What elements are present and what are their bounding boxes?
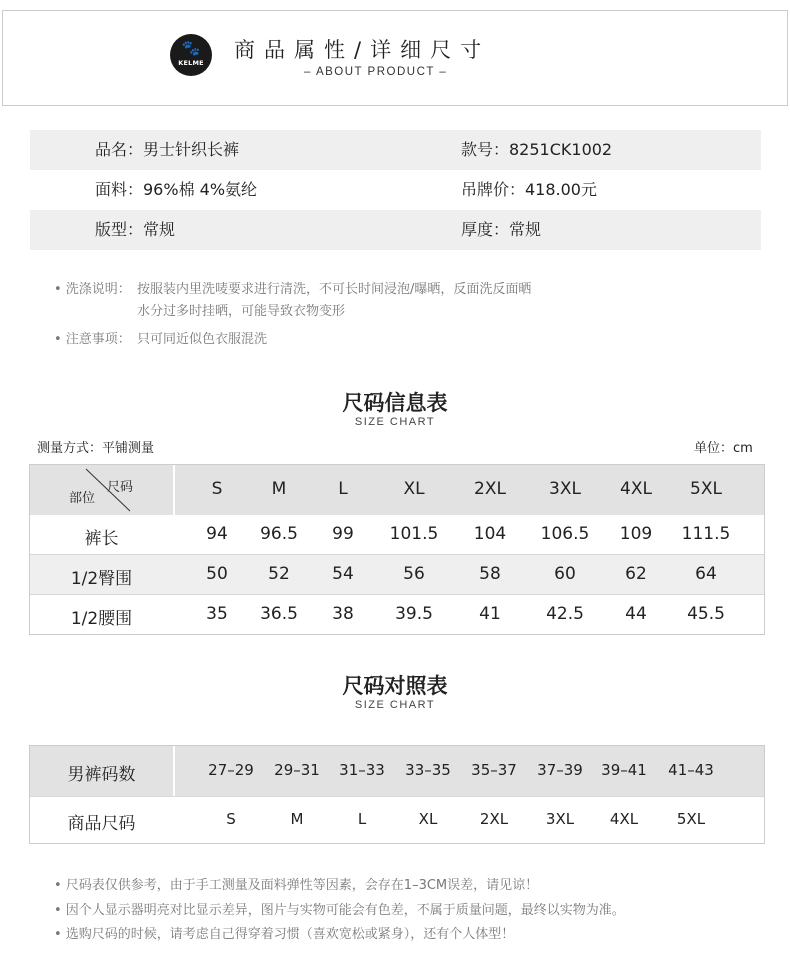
table-cell: 27–29 bbox=[208, 761, 254, 779]
table-cell: 58 bbox=[479, 564, 501, 584]
attribute-thickness: 厚度：常规 bbox=[461, 220, 542, 239]
diagonal-divider bbox=[30, 465, 175, 515]
table-cell: 44 bbox=[625, 604, 647, 624]
page-subtitle: – ABOUT PRODUCT – bbox=[304, 66, 448, 78]
size-header-s: S bbox=[211, 479, 223, 499]
kelme-logo bbox=[170, 34, 212, 76]
table-cell: 41–43 bbox=[668, 761, 714, 779]
attribute-fit: 版型：常规 bbox=[95, 220, 176, 239]
table-cell: 29–31 bbox=[274, 761, 320, 779]
table-cell: 106.5 bbox=[540, 524, 590, 544]
attribute-row bbox=[30, 170, 761, 210]
attribute-row bbox=[30, 130, 761, 170]
size-info-table bbox=[29, 464, 765, 635]
column-divider bbox=[173, 465, 175, 515]
table-cell: 36.5 bbox=[260, 604, 298, 624]
row-label-hip: 1/2臀围 bbox=[70, 569, 133, 589]
size-header-xl: XL bbox=[403, 479, 425, 499]
table-cell: 3XL bbox=[545, 810, 575, 828]
table-cell: 42.5 bbox=[546, 604, 584, 624]
measure-method: 测量方式：平铺测量 bbox=[37, 441, 155, 456]
size-info-header-row bbox=[30, 465, 764, 515]
row-label-waist: 1/2腰围 bbox=[70, 609, 133, 629]
size-conversion-title: 尺码对照表 bbox=[342, 674, 448, 698]
corner-part-label: 部位 bbox=[69, 491, 96, 506]
table-cell: 52 bbox=[268, 564, 290, 584]
table-cell: 62 bbox=[625, 564, 647, 584]
page-title: 商品属性/详细尺寸 bbox=[234, 38, 491, 62]
table-row bbox=[30, 515, 764, 554]
footer-note: • 因个人显示器明亮对比显示差异，图片与实物可能会有色差，不属于质量问题，最终以实物为准。 bbox=[54, 903, 625, 918]
table-cell: XL bbox=[418, 810, 438, 828]
table-cell: 101.5 bbox=[389, 524, 439, 544]
table-cell: 4XL bbox=[609, 810, 639, 828]
unit-label: 单位：cm bbox=[694, 441, 753, 456]
size-conversion-table bbox=[29, 745, 765, 844]
attribute-tag-price: 吊牌价：418.00元 bbox=[461, 180, 597, 199]
footer-note: • 选购尺码的时候，请考虑自己得穿着习惯（喜欢宽松或紧身），还有个人体型！ bbox=[54, 927, 515, 942]
table-cell: 35 bbox=[206, 604, 228, 624]
table-cell: S bbox=[226, 810, 236, 828]
size-header-m: M bbox=[271, 479, 287, 499]
attribute-fabric: 面料：96%棉 4%氨纶 bbox=[95, 180, 258, 199]
table-cell: 5XL bbox=[676, 810, 706, 828]
wash-instructions-line1: 按服装内里洗唛要求进行清洗，不可长时间浸泡/曝晒，反面洗反面晒 bbox=[137, 282, 532, 297]
table-cell: 109 bbox=[619, 524, 653, 544]
table-cell: 104 bbox=[473, 524, 507, 544]
table-cell: 111.5 bbox=[681, 524, 731, 544]
attention-label: • 注意事项： bbox=[54, 332, 131, 347]
logo-brand-text: KELME bbox=[178, 59, 204, 67]
size-info-title: 尺码信息表 bbox=[342, 391, 448, 415]
table-row bbox=[30, 595, 764, 634]
table-cell: 50 bbox=[206, 564, 228, 584]
column-divider bbox=[173, 746, 175, 796]
attribute-row bbox=[30, 210, 761, 250]
size-header-4xl: 4XL bbox=[620, 479, 652, 499]
table-cell: 2XL bbox=[479, 810, 509, 828]
table-cell: 39.5 bbox=[395, 604, 433, 624]
table-cell: 31–33 bbox=[339, 761, 385, 779]
attribute-product-name: 品名：男士针织长裤 bbox=[95, 140, 240, 159]
product-size-row bbox=[30, 797, 764, 843]
corner-size-label: 尺码 bbox=[107, 480, 134, 495]
row-label-product-size: 商品尺码 bbox=[67, 814, 136, 834]
table-cell: 64 bbox=[695, 564, 717, 584]
size-header-5xl: 5XL bbox=[690, 479, 722, 499]
table-cell: 35–37 bbox=[471, 761, 517, 779]
table-cell: 39–41 bbox=[601, 761, 647, 779]
table-cell: 60 bbox=[554, 564, 576, 584]
table-cell: 56 bbox=[403, 564, 425, 584]
table-row bbox=[30, 555, 764, 594]
size-header-l: L bbox=[338, 479, 348, 499]
waist-size-row bbox=[30, 746, 764, 796]
table-cell: L bbox=[357, 810, 367, 828]
attention-text: 只可同近似色衣服混洗 bbox=[137, 332, 268, 347]
table-cell: 33–35 bbox=[405, 761, 451, 779]
table-cell: 38 bbox=[332, 604, 354, 624]
table-cell: 54 bbox=[332, 564, 354, 584]
size-conversion-subtitle: SIZE CHART bbox=[354, 699, 436, 711]
table-cell: 99 bbox=[332, 524, 354, 544]
table-cell: 45.5 bbox=[687, 604, 725, 624]
table-cell: 41 bbox=[479, 604, 501, 624]
wash-label: • 洗涤说明： bbox=[54, 282, 131, 297]
paw-icon: 🐾 bbox=[181, 39, 201, 57]
size-header-3xl: 3XL bbox=[549, 479, 581, 499]
table-cell: 94 bbox=[206, 524, 228, 544]
table-cell: 37–39 bbox=[537, 761, 583, 779]
size-header-2xl: 2XL bbox=[474, 479, 506, 499]
row-label-waist-size: 男裤码数 bbox=[67, 765, 136, 785]
table-cell: 96.5 bbox=[260, 524, 298, 544]
size-info-subtitle: SIZE CHART bbox=[354, 416, 436, 428]
wash-instructions-line2: 水分过多时挂晒，可能导致衣物变形 bbox=[137, 304, 346, 319]
table-cell: M bbox=[290, 810, 304, 828]
row-label-length: 裤长 bbox=[84, 529, 119, 549]
attribute-style-number: 款号：8251CK1002 bbox=[461, 140, 613, 159]
footer-note: • 尺码表仅供参考，由于手工测量及面料弹性等因素，会存在1–3CM误差，请见谅！ bbox=[54, 878, 539, 893]
